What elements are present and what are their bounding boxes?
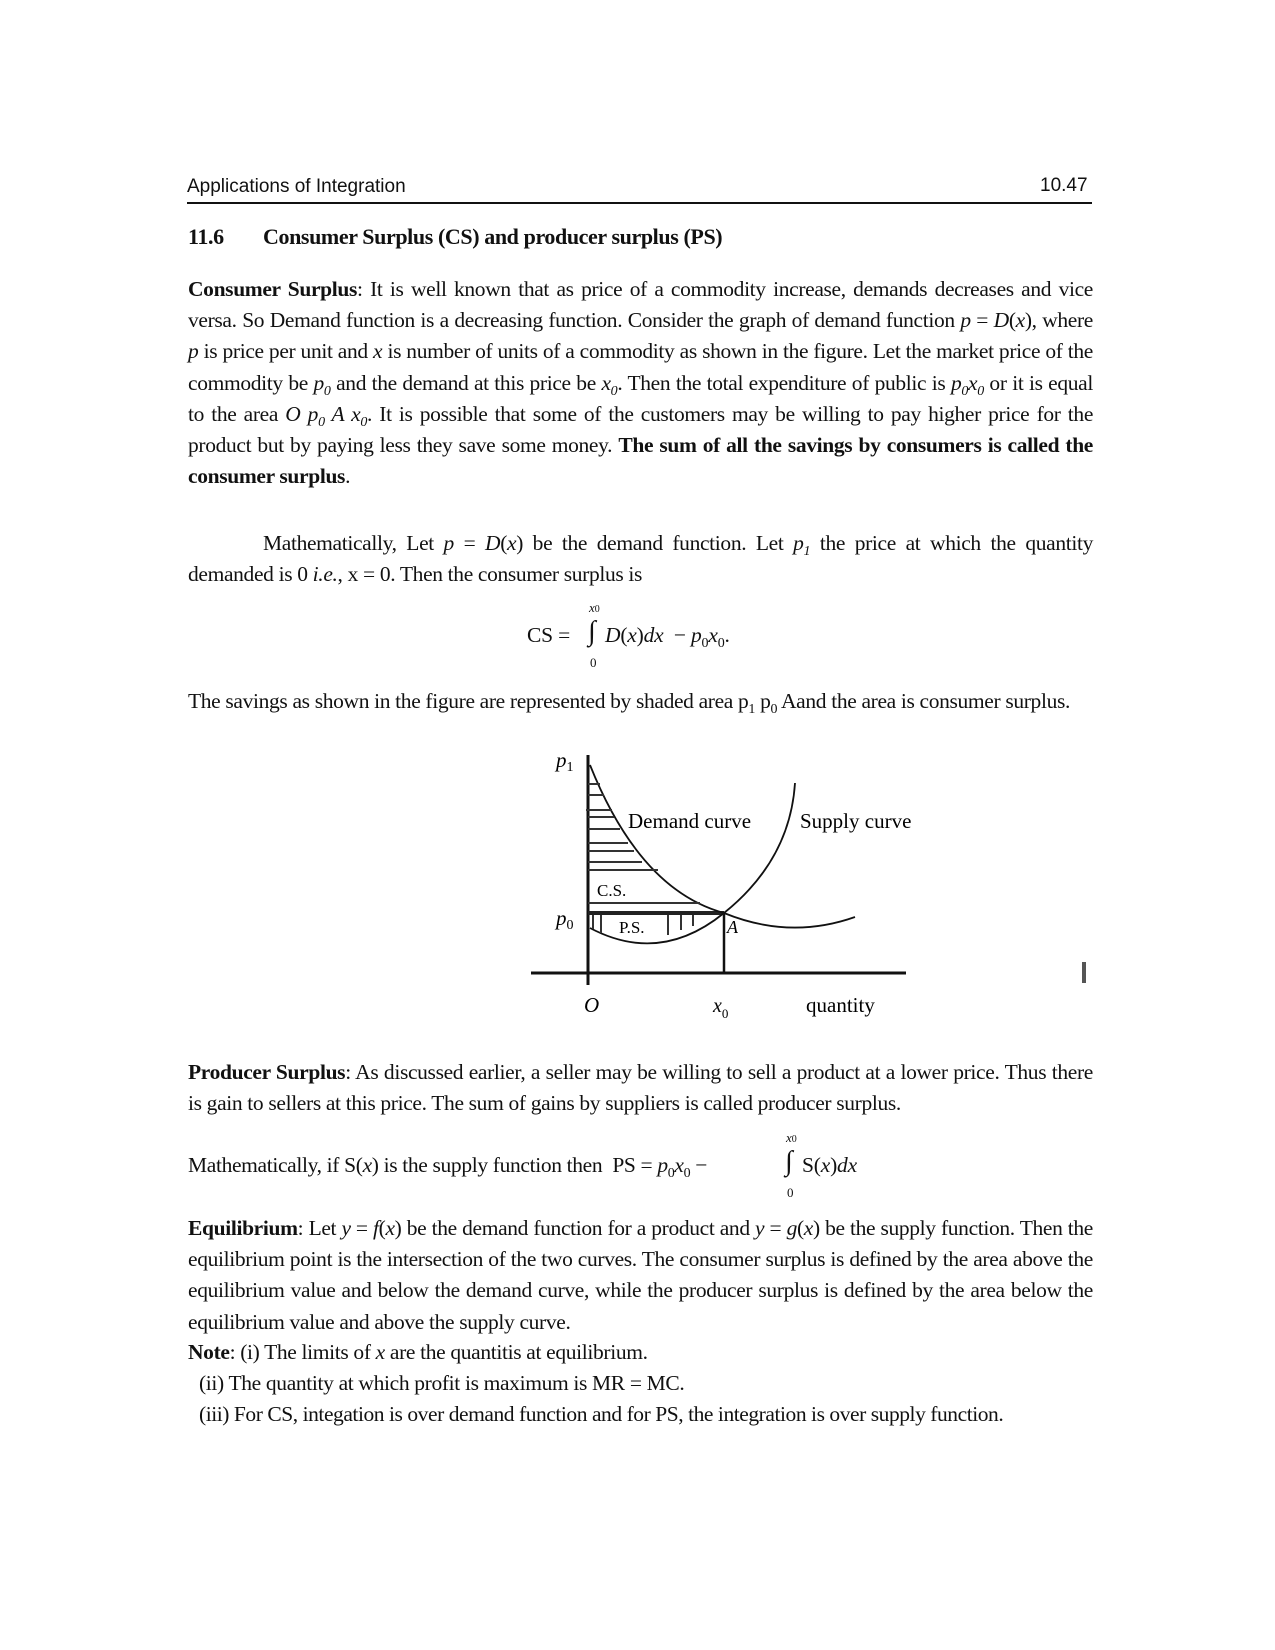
text: ), where xyxy=(1024,308,1094,333)
text: Aand the area is consumer surplus. xyxy=(777,689,1071,713)
origin-label: O xyxy=(584,993,600,1017)
text: is price per unit and xyxy=(198,339,374,364)
cs-formula-lhs: CS = xyxy=(527,623,570,647)
demand-curve-label: Demand curve xyxy=(628,809,752,833)
text: and the demand at this price be xyxy=(330,370,602,395)
text: : As discussed earlier, a seller may be willing to sell a product at a lower price. Thus there is gain to sellers at this price. The sum of gains by suppliers is called producer surplus. xyxy=(188,1060,1093,1116)
point-a-label: A xyxy=(727,917,738,937)
math: p xyxy=(443,531,454,555)
text: p xyxy=(755,689,771,713)
math: D xyxy=(993,308,1009,333)
text-cursor-mark xyxy=(1082,962,1086,983)
math: x xyxy=(507,531,517,555)
consumer-surplus-label: Consumer Surplus xyxy=(188,277,358,301)
ps-formula-upper-limit: x0 xyxy=(786,1130,797,1145)
note-item-3: (iii) For CS, integation is over demand function and for PS, the integration is over supply function. xyxy=(199,1402,1004,1426)
note-label: Note xyxy=(188,1340,230,1364)
math: = xyxy=(970,308,994,333)
note-line-1: Note: (i) The limits of x are the quantitis at equilibrium. xyxy=(188,1340,648,1364)
math: p xyxy=(188,339,199,364)
quantity-axis-label: quantity xyxy=(806,993,875,1017)
text: i.e. xyxy=(312,562,338,587)
integral-sign: ∫ xyxy=(588,616,596,647)
p1-label: p1 xyxy=(556,748,574,775)
text: be the demand function. Let xyxy=(523,531,794,555)
p0-label: p0 xyxy=(556,906,574,933)
text: : It is well known that as price of a commodity increase, demands decreases and vice versa. So Demand function is a decreasing function. Consider the graph of demand function xyxy=(188,277,1093,333)
text: or it is equal to the area xyxy=(188,370,1093,426)
cs-formula-lower-limit: 0 xyxy=(590,655,597,670)
text: , x = 0. Then the consumer surplus is xyxy=(337,562,643,587)
ps-formula-integrand: S(x)dx xyxy=(802,1153,857,1177)
ps-region-label: P.S. xyxy=(619,918,645,937)
math-x0: $x_0$ xyxy=(601,370,618,399)
text: : (i) The limits of xyxy=(229,1340,376,1364)
math-area: O $p_0$ A $x_0$ xyxy=(285,401,368,430)
text: are the quantitis at equilibrium. xyxy=(384,1340,648,1364)
definition-bold: The sum of all the savings by consumers is called the consumer surplus xyxy=(188,433,1093,489)
page-number: 10.47 xyxy=(1040,175,1088,196)
note-item-2: (ii) The quantity at which profit is maximum is MR = MC. xyxy=(199,1371,685,1395)
equilibrium-paragraph: Equilibrium: Let y = f(x) be the demand function for a product and y = g(x) be the supply function. Then the equilibrium point is the intersection of the two curves. The consumer surplus is defined by the area above the equilibrium value and below the demand curve, while the producer surplus is defined by the area below the equilibrium value and above the supply curve. xyxy=(188,1216,1093,1334)
running-header-chapter: Applications of Integration xyxy=(187,176,406,197)
text: ) is the supply function then xyxy=(371,1153,603,1177)
cs-formula-upper-limit: x0 xyxy=(589,600,600,615)
section-title: Consumer Surplus (CS) and producer surplus (PS) xyxy=(263,224,723,249)
cs-math-paragraph: Mathematically, Let p = D(x) be the demand function. Let $p_1$ the price at which the quantity demanded is 0 i.e., x = 0. Then the consumer surplus is xyxy=(188,531,1093,587)
producer-surplus-paragraph xyxy=(188,1057,1093,1119)
text: . It is possible that some of the customers may be willing to pay higher price for the product but by paying less they save some money. xyxy=(188,401,1094,458)
math: x xyxy=(373,339,383,364)
cs-formula-integrand: $D(x)dx - p_0x_0$. xyxy=(605,623,730,651)
text: Mathematically, Let xyxy=(263,531,444,555)
integral-sign: ∫ xyxy=(785,1146,793,1177)
text: is number of units of a commodity as shown in the figure. Let the market price of the commodity be xyxy=(188,339,1093,395)
ps-formula-lower-limit: 0 xyxy=(787,1185,794,1200)
text: : Let xyxy=(297,1216,342,1240)
text: be the supply function. Then the equilibrium point is the intersection of the two curves. The consumer surplus is defined by the area above the equilibrium value and below the demand curve, while the producer surplus is defined by the area below the equilibrium value and above the supply curve. xyxy=(188,1216,1093,1334)
math-p1: $p_1$ xyxy=(793,531,811,559)
math: x xyxy=(1015,308,1025,333)
math: ( xyxy=(1008,308,1016,333)
text: The savings as shown in the figure are represented by shaded area p xyxy=(188,689,749,713)
text: . Then the total expenditure of public is xyxy=(617,370,951,395)
text: Mathematically, if S( xyxy=(188,1153,363,1177)
section-number: 11.6 xyxy=(188,224,224,249)
text: . xyxy=(345,464,351,489)
equilibrium-label: Equilibrium xyxy=(188,1216,298,1240)
savings-paragraph: The savings as shown in the figure are represented by shaded area $p_1$ $p_0$ Aand the area is consumer surplus. xyxy=(188,689,1071,717)
text: the price at which the quantity demanded is 0 xyxy=(188,531,1093,587)
math-p0x0: $p_0x_0$ xyxy=(950,370,984,399)
ps-math-line: Mathematically, if S(x) is the supply function then PS = $p_0x_0$ − xyxy=(188,1153,708,1181)
math: D xyxy=(485,531,501,555)
cs-region-label: C.S. xyxy=(597,881,627,900)
supply-curve-label: Supply curve xyxy=(800,809,912,833)
math: p xyxy=(960,308,971,333)
text: be the demand function for a product and xyxy=(401,1216,756,1240)
math-p0: $p_0$ xyxy=(313,370,331,399)
producer-surplus-label: Producer Surplus xyxy=(188,1060,346,1084)
x0-label: $x_0$ xyxy=(713,995,729,1021)
